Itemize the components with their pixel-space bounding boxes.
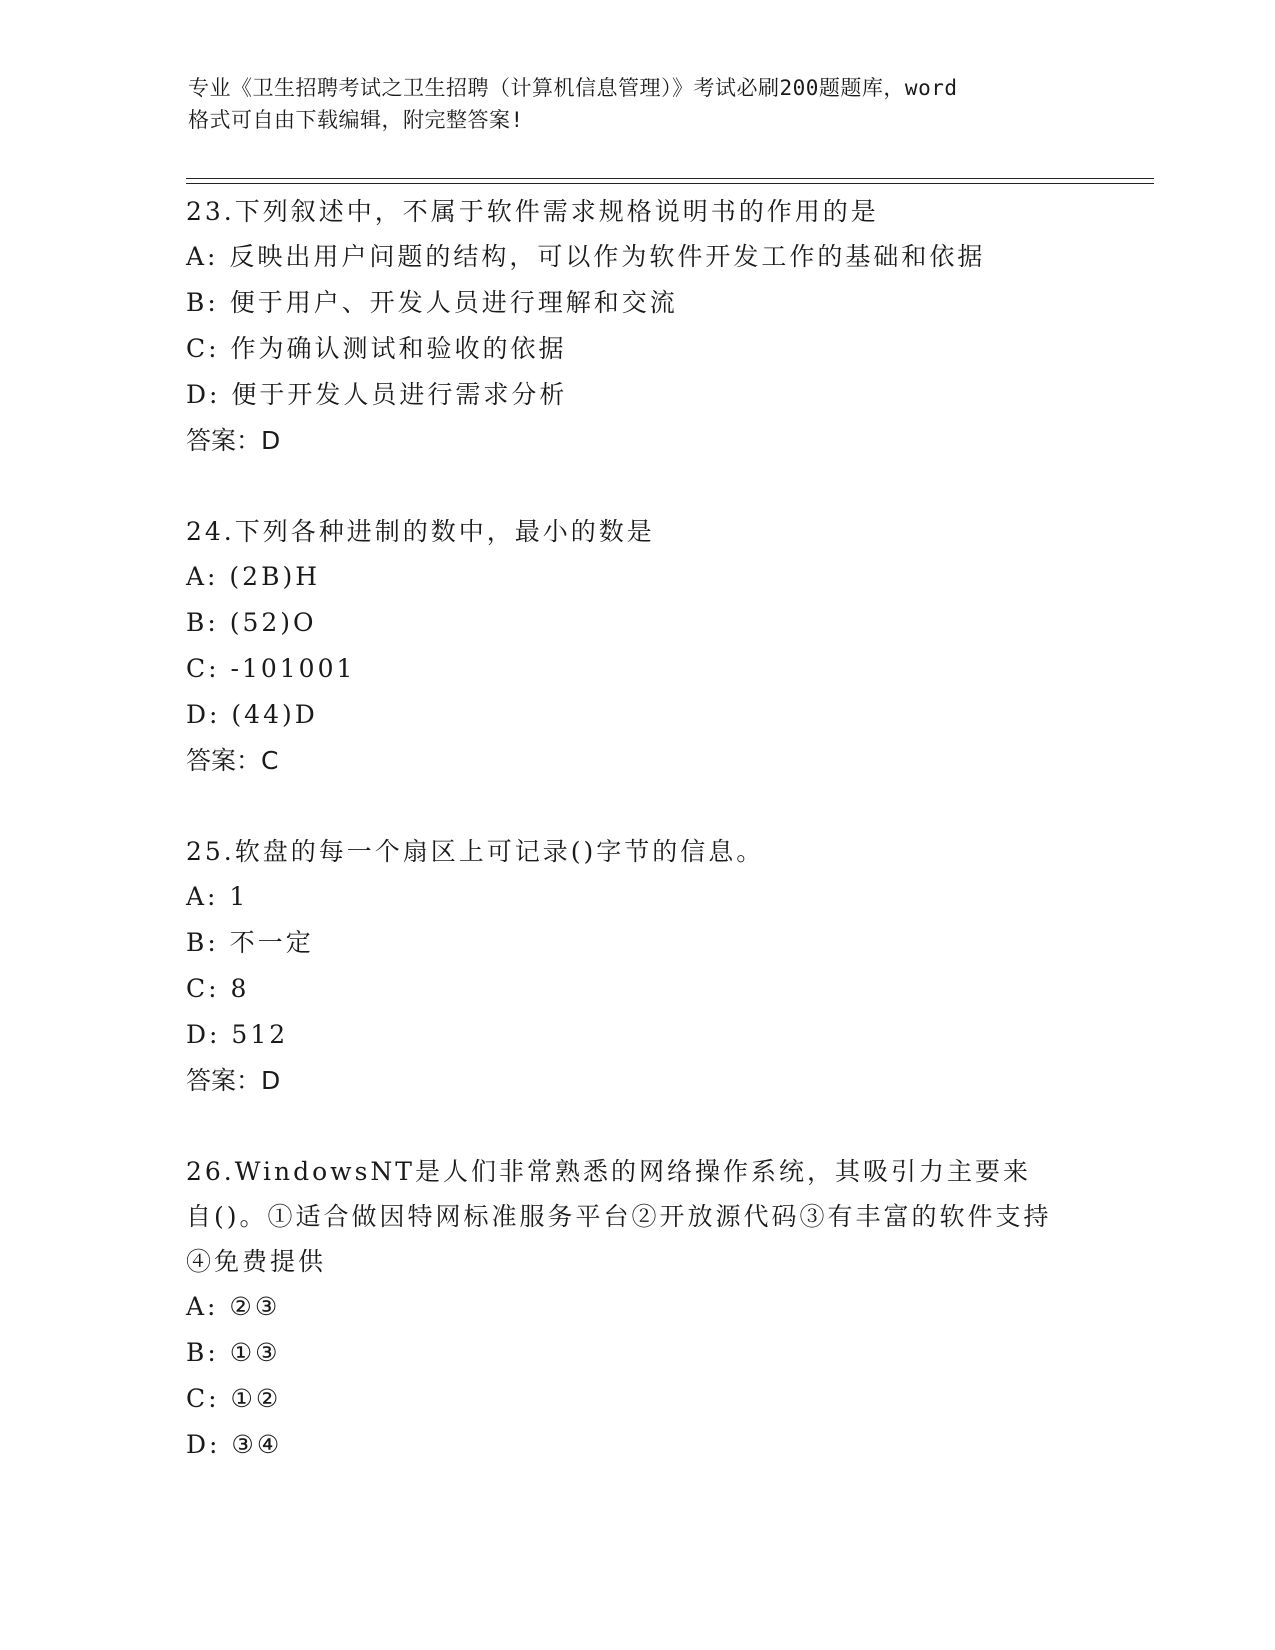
answer-label: 答案：C xyxy=(186,746,279,775)
option-c: C: 作为确认测试和验收的依据 xyxy=(186,334,567,363)
option-b: B: (52)O xyxy=(186,608,317,637)
option-b: B: 便于用户、开发人员进行理解和交流 xyxy=(186,288,678,317)
option-c: C: ①② xyxy=(186,1384,282,1413)
question-stem: 23.下列叙述中，不属于软件需求规格说明书的作用的是 xyxy=(186,197,879,226)
question-list xyxy=(186,189,1086,1513)
question-stem: 24.下列各种进制的数中，最小的数是 xyxy=(186,517,655,546)
header-line-2: 格式可自由下载编辑，附完整答案! xyxy=(188,108,524,132)
option-d: D: (44)D xyxy=(186,700,318,729)
question-23 xyxy=(186,189,1086,464)
option-d: D: 512 xyxy=(186,1020,289,1049)
answer-label: 答案：D xyxy=(186,1066,281,1095)
option-a: A: ②③ xyxy=(186,1292,281,1321)
header-line-1: 专业《卫生招聘考试之卫生招聘（计算机信息管理）》考试必刷200题题库，word xyxy=(188,76,958,100)
question-24 xyxy=(186,509,1086,784)
option-c: C: 8 xyxy=(186,974,250,1003)
option-a: A: 反映出用户问题的结构，可以作为软件开发工作的基础和依据 xyxy=(186,242,986,271)
document-header xyxy=(188,72,1108,136)
question-25 xyxy=(186,829,1086,1104)
option-b: B: ①③ xyxy=(186,1338,281,1367)
answer-label: 答案：D xyxy=(186,426,281,455)
option-b: B: 不一定 xyxy=(186,928,314,957)
header-divider-bottom xyxy=(186,183,1154,184)
header-divider-top xyxy=(186,178,1154,179)
question-26 xyxy=(186,1149,1086,1468)
option-d: D: ③④ xyxy=(186,1430,283,1459)
option-a: A: (2B)H xyxy=(186,562,321,591)
question-stem: 25.软盘的每一个扇区上可记录()字节的信息。 xyxy=(186,837,765,866)
question-stem: 26.WindowsNT是人们非常熟悉的网络操作系统，其吸引力主要来自()。①适合做因特网标准服务平台②开放源代码③有丰富的软件支持④免费提供 xyxy=(186,1157,1052,1276)
option-a: A: 1 xyxy=(186,882,249,911)
option-c: C: -101001 xyxy=(186,654,356,683)
option-d: D: 便于开发人员进行需求分析 xyxy=(186,380,568,409)
